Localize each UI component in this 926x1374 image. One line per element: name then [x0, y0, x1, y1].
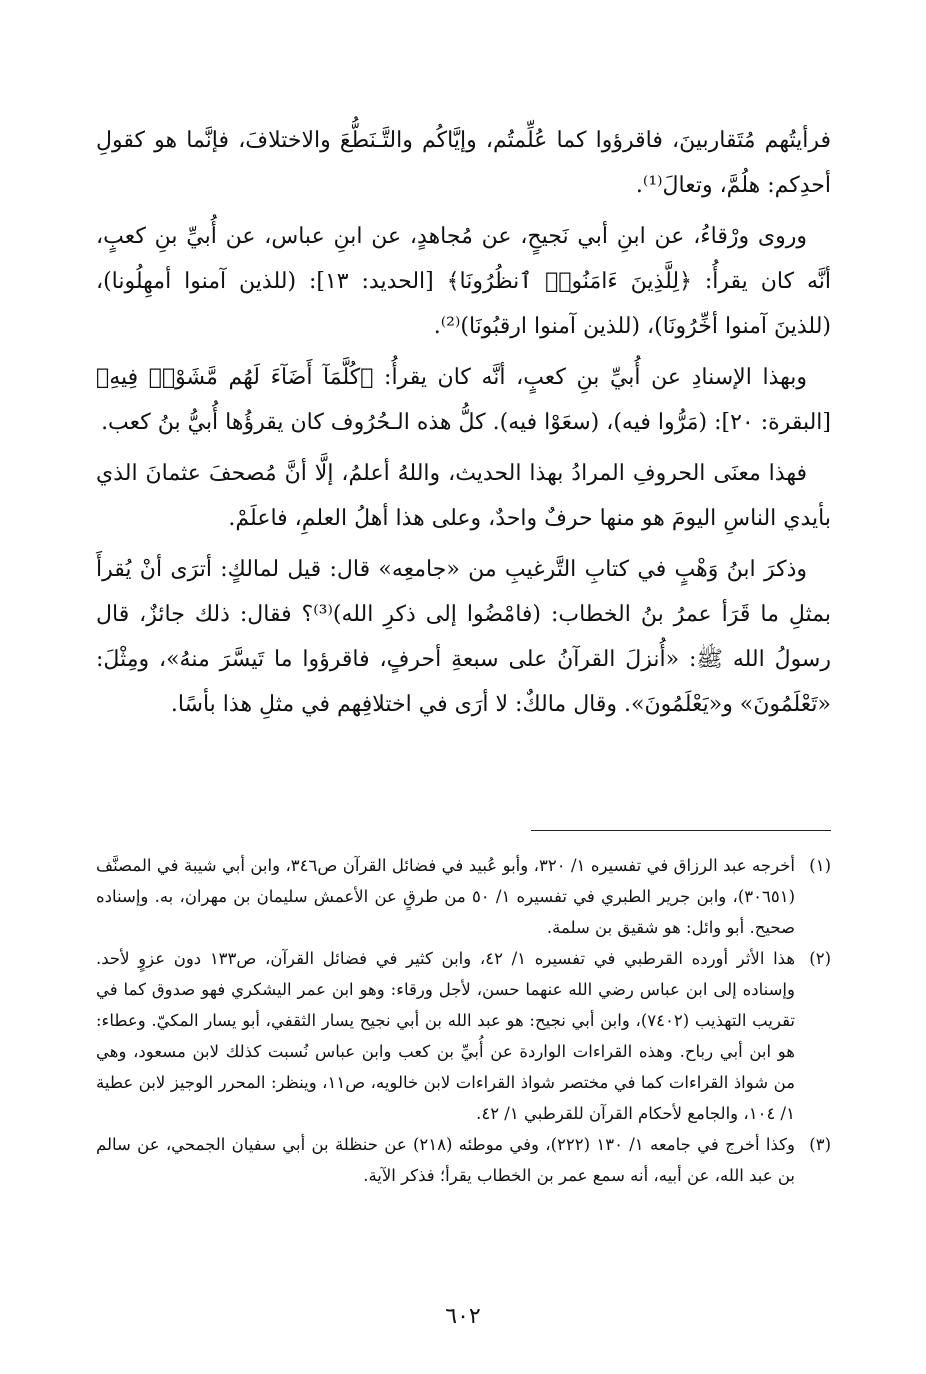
paragraph: فرأيتُهم مُتَقاربينَ، فاقرؤوا كما عُلِّمتُم، وإيَّاكُم والتَّـنَطُّعَ والاختلافَ، فإنَّما هو كقولِ أحدِكم: هلُمَّ، وتعالَ⁽¹⁾.: [96, 128, 831, 198]
footnote: [96, 943, 831, 1129]
footnote-number: (١): [809, 856, 831, 875]
footnote: [96, 1129, 831, 1191]
page-number: ٦٠٢: [445, 1304, 481, 1329]
main-text: [96, 118, 831, 733]
footnote-text: أخرجه عبد الرزاق في تفسيره ١/ ٣٢٠، وأبو عُبيد في فضائل القرآن ص٣٤٦، وابن أبي شيبة في المصنَّف (٣٠٦٥١)، وابن جرير الطبري في تفسيره ١/ ٥٠ من طرقٍ عن الأعمش سليمان بن مهران، به. وإسناده صحيح. أبو وائل: هو شقيق بن سلمة.: [96, 856, 796, 937]
paragraph: وذكرَ ابنُ وَهْبٍ في كتابِ التَّرغيبِ من «جامعِه» قال: قيل لمالكٍ: أترَى أنْ يُقرأَ بمثلِ ما قَرَأ عمرُ بنُ الخطاب: (فامْضُوا إلى ذكرِ الله)⁽³⁾؟ فقال: ذلك جائزٌ، قال رسولُ الله ﷺ: «أُنزلَ القرآنُ على سبعةِ أحرفٍ، فاقرؤوا ما تَيسَّرَ منهُ»، ومِثْلَ: «تَعْلَمُونَ» و«يَعْلَمُونَ». وقال مالكٌ: لا أرَى في اختلافِهم في مثلِ هذا بأسًا.: [96, 557, 831, 717]
footnote-text: هذا الأثر أورده القرطبي في تفسيره ١/ ٤٢، وابن كثير في فضائل القرآن، ص١٣٣ دون عزوٍ لأحد. وإسناده إلى ابن عباس رضي الله عنهما حسن، لأجل ورقاء: وهو ابن عمر اليشكري فهو صدوق كما في تقريب التهذيب (٧٤٠٢)، وابن أبي نجيح: هو عبد الله بن أبي نجيح يسار الثقفي، أبو يسار المكيّ. وعطاء: هو ابن أبي رباح. وهذه القراءات الواردة عن أُبيِّ بن كعب وابن عباس نُسبت كذلك لابن مسعود، وهي من شواذ القراءات كما في مختصر شواذ القراءات لابن خالويه، ص١١، وينظر: المحرر الوجيز لابن عطية ١/ ١٠٤، والجامع لأحكام القرآن للقرطبي ١/ ٤٢.: [96, 949, 796, 1123]
paragraph: وبهذا الإسنادِ عن أُبيِّ بنِ كعبٍ، أنَّه كان يقرأُ: ﴿كُلَّمَآ أَضَآءَ لَهُم مَّشَوْا۟ فِيهِ﴾ [البقرة: ٢٠]: (مَرُّوا فيه)، (سعَوْا فيه). كلُّ هذه الـحُرُوف كان يقرؤُها أُبيُّ بنُ كعب.: [96, 365, 831, 435]
footnote-separator: [531, 830, 831, 831]
footnote-text: وكذا أخرج في جامعه ١/ ١٣٠ (٢٢٢)، وفي موطئه (٢١٨) عن حنظلة بن أبي سفيان الجمحي، عن سالم بن عبد الله، عن أبيه، أنه سمع عمر بن الخطاب يقرأ؛ فذكر الآية.: [96, 1135, 795, 1185]
footnote-number: (٣): [809, 1135, 831, 1154]
paragraph: وروى ورْقاءُ، عن ابنِ أبي نَجيحٍ، عن مُجاهدٍ، عن ابنِ عباس، عن أُبيِّ بنِ كعبٍ، أنَّه كان يقرأُ: ﴿لِلَّذِينَ ءَامَنُوا۟ ٱنظُرُونَا﴾ [الحديد: ١٣]: (للذين آمنوا أمهِلُونا)، (للذينَ آمنوا أخِّرُونَا)، (للذين آمنوا ارقبُونَا)⁽²⁾.: [96, 224, 832, 339]
footnotes: [96, 850, 831, 1191]
footnote: [96, 850, 831, 943]
footnote-number: (٢): [809, 949, 831, 968]
paragraph: فهذا معنَى الحروفِ المرادُ بهذا الحديث، واللهُ أعلمُ، إلَّا أنَّ مُصحفَ عثمانَ الذي بأيدي الناسِ اليومَ هو منها حرفٌ واحدٌ، وعلى هذا أهلُ العلمِ، فاعلَمْ.: [96, 461, 831, 531]
